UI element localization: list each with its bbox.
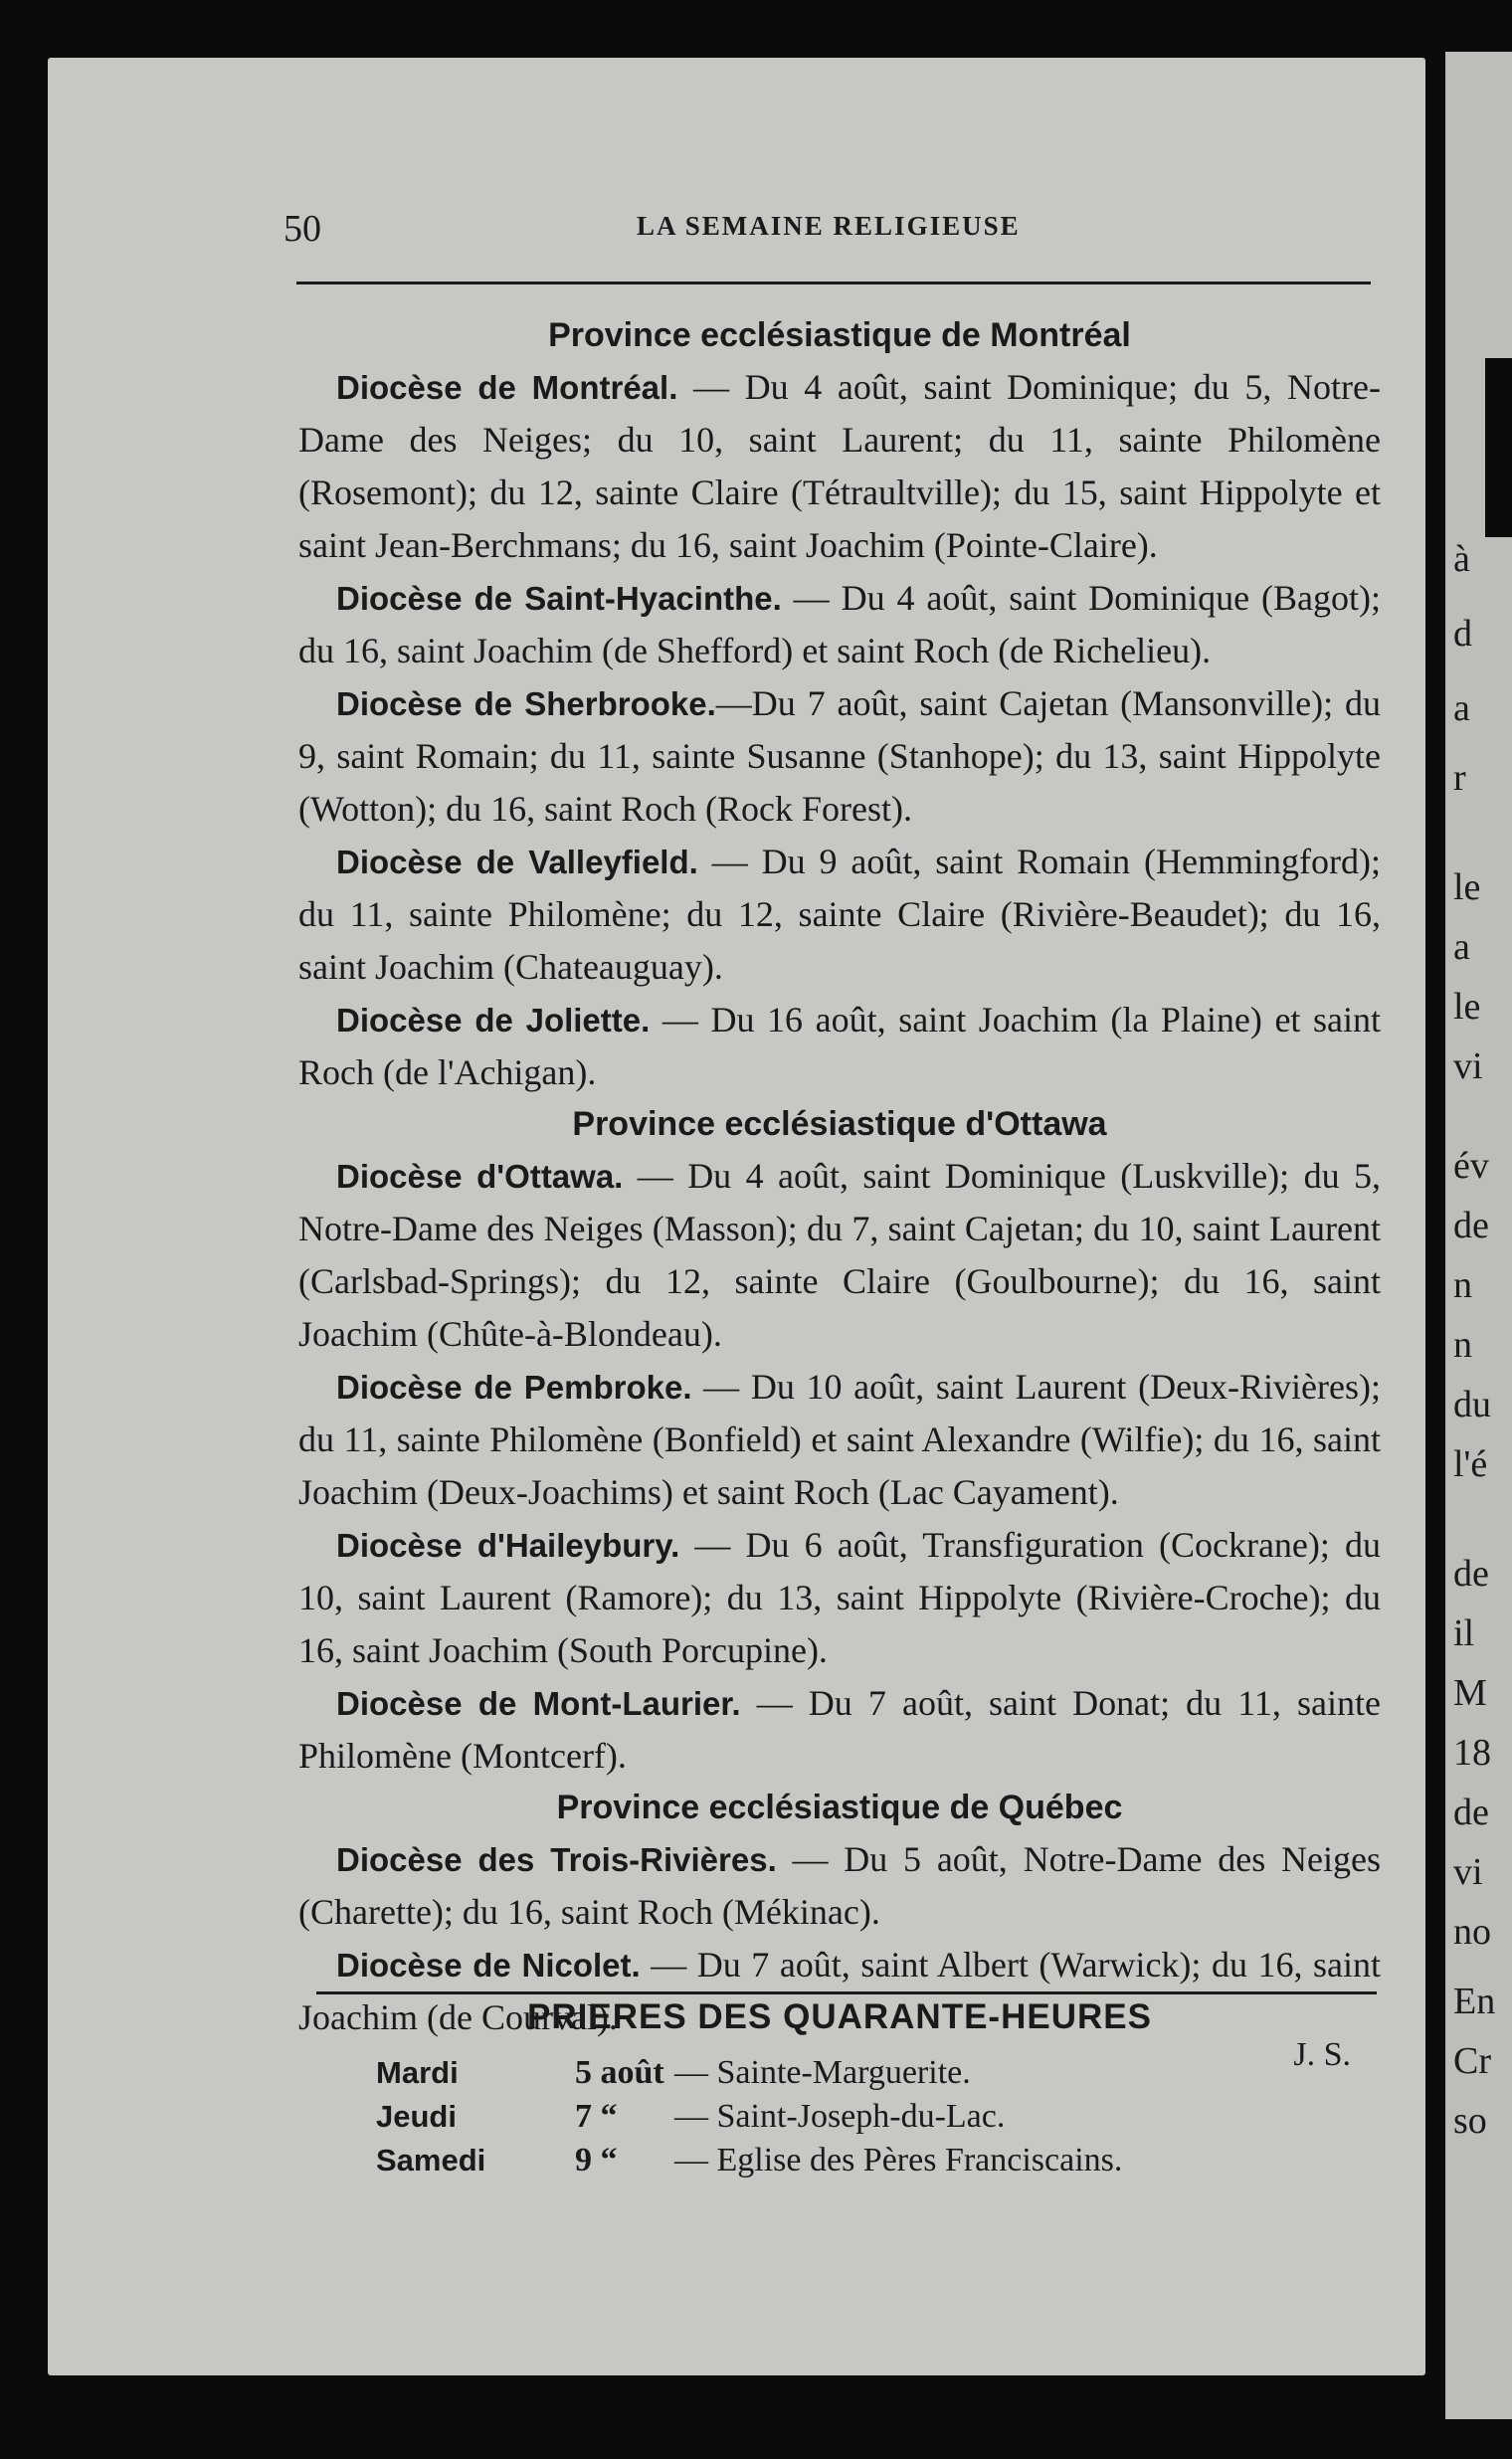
- facing-page-fragment: M: [1453, 1672, 1487, 1714]
- province-title: Province ecclésiastique de Montréal: [548, 316, 1131, 354]
- diocese-feasts: — Du 5 août, Notre-Dame des Neiges (Charette); du 16, saint Roch (Mékinac).: [298, 1839, 1381, 1932]
- facing-page-fragment: de: [1453, 1553, 1489, 1595]
- facing-page-fragment: le: [1453, 866, 1481, 908]
- diocese-name: Diocèse de Valleyfield.: [336, 844, 698, 880]
- prieres-schedule: [376, 2051, 1381, 2182]
- diocese-name: Diocèse des Trois-Rivières.: [336, 1841, 777, 1878]
- facing-page-fragment: d: [1453, 613, 1472, 655]
- diocese-entry: [298, 1519, 1381, 1677]
- diocese-name: Diocèse de Saint-Hyacinthe.: [336, 580, 782, 617]
- schedule-day: Samedi: [376, 2143, 486, 2177]
- diocese-entry: [298, 361, 1381, 572]
- diocese-name: Diocèse d'Ottawa.: [336, 1158, 624, 1195]
- diocese-feasts: — Du 6 août, Transfiguration (Cockrane); du 10, saint Laurent (Ramore); du 13, saint Hippolyte (Rivière-Croche); du 16, saint Joachim (South Porcupine).: [298, 1525, 1381, 1670]
- signature: J. S.: [1293, 2036, 1351, 2073]
- diocese-feasts: — Du 7 août, saint Donat; du 11, sainte Philomène (Montcerf).: [298, 1683, 1381, 1776]
- diocese-feasts: — Du 9 août, saint Romain (Hemmingford); du 11, sainte Philomène; du 12, sainte Claire (Rivière-Beaudet); du 16, saint Joachim (Chateauguay).: [298, 842, 1381, 987]
- facing-page-fragment: du: [1453, 1384, 1491, 1425]
- diocese-entry: [298, 1150, 1381, 1361]
- facing-page-fragment: 18: [1453, 1732, 1491, 1774]
- province-title: Province ecclésiastique de Québec: [556, 1789, 1123, 1826]
- facing-page-fragment: Cr: [1453, 2040, 1491, 2082]
- diocese-name: Diocèse de Montréal.: [336, 369, 678, 406]
- diocese-feasts: — Du 4 août, saint Dominique; du 5, Notre-Dame des Neiges; du 10, saint Laurent; du 11, sainte Philomène (Rosemont); du 12, sainte Claire (Tétraultville); du 15, saint Hippolyte et saint Jean-Berchmans; du 16, saint Joachim (Pointe-Claire).: [298, 367, 1381, 565]
- diocese-entry: [298, 572, 1381, 677]
- diocese-feasts: — Du 7 août, saint Albert (Warwick); du 16, saint Joachim (de Courval).: [298, 1945, 1382, 2037]
- page-tab-shadow: [1485, 358, 1512, 537]
- prieres-block: [298, 1970, 1381, 2182]
- facing-page-fragment: de: [1453, 1205, 1489, 1246]
- diocese-entry: [298, 994, 1381, 1099]
- page-number: 50: [284, 208, 321, 250]
- schedule-church: — Sainte-Marguerite.: [674, 2054, 971, 2091]
- facing-page-fragment: il: [1453, 1612, 1475, 1654]
- schedule-row: [376, 2139, 1381, 2182]
- diocese-name: Diocèse d'Haileybury.: [336, 1527, 680, 1564]
- facing-page-fragment: a: [1453, 687, 1470, 729]
- diocese-name: Diocèse de Nicolet.: [336, 1947, 641, 1984]
- province-title: Province ecclésiastique d'Ottawa: [572, 1105, 1107, 1143]
- facing-page-fragment: vi: [1453, 1851, 1483, 1893]
- diocese-name: Diocèse de Pembroke.: [336, 1369, 692, 1406]
- page-header: [239, 199, 1383, 259]
- facing-page-fragment: no: [1453, 1911, 1491, 1953]
- schedule-church: — Eglise des Pères Franciscains.: [674, 2142, 1123, 2178]
- diocese-entry: [298, 677, 1381, 836]
- province-sections: [298, 316, 1381, 2044]
- facing-page-fragment: à: [1453, 538, 1470, 580]
- schedule-day: Mardi: [376, 2055, 459, 2090]
- facing-page-fragment: le: [1453, 986, 1481, 1028]
- diocese-name: Diocèse de Joliette.: [336, 1002, 651, 1039]
- diocese-name: Diocèse de Sherbrooke.: [336, 685, 716, 722]
- diocese-entry: [298, 1833, 1381, 1939]
- diocese-feasts: —Du 7 août, saint Cajetan (Mansonville); du 9, saint Romain; du 11, sainte Susanne (Stanhope); du 13, saint Hippolyte (Wotton); du 16, saint Roch (Rock Forest).: [298, 683, 1381, 829]
- diocese-entry: [298, 1361, 1381, 1519]
- diocese-entry: [298, 1677, 1381, 1783]
- diocese-name: Diocèse de Mont-Laurier.: [336, 1685, 741, 1722]
- facing-page-fragment: év: [1453, 1145, 1489, 1187]
- schedule-date: 9 “: [575, 2142, 618, 2178]
- facing-page-fragment: vi: [1453, 1045, 1483, 1087]
- facing-page-fragment: l'é: [1453, 1443, 1488, 1485]
- facing-page-fragment: so: [1453, 2100, 1487, 2142]
- facing-page-fragment: n: [1453, 1324, 1472, 1366]
- diocese-entry: [298, 836, 1381, 994]
- facing-page-fragment: n: [1453, 1264, 1472, 1306]
- schedule-row: [376, 2095, 1381, 2139]
- prieres-title: PRIERES DES QUARANTE-HEURES: [527, 1997, 1152, 2036]
- facing-page-fragment: r: [1453, 757, 1466, 799]
- diocese-feasts: — Du 16 août, saint Joachim (la Plaine) et saint Roch (de l'Achigan).: [298, 1000, 1381, 1092]
- diocese-feasts: — Du 4 août, saint Dominique (Luskville); du 5, Notre-Dame des Neiges (Masson); du 7, saint Cajetan; du 10, saint Laurent (Carlsbad-Springs); du 12, sainte Claire (Goulbourne); du 16, saint Joachim (Chûte-à-Blondeau).: [298, 1156, 1382, 1354]
- article-body: [298, 310, 1381, 2074]
- facing-page-fragment: En: [1453, 1981, 1496, 2022]
- diocese-feasts: — Du 4 août, saint Dominique (Bagot); du 16, saint Joachim (de Shefford) et saint Roch (de Richelieu).: [298, 578, 1381, 670]
- running-title: LA SEMAINE RELIGIEUSE: [637, 211, 1021, 241]
- schedule-date: 5 août: [575, 2054, 664, 2091]
- facing-page-fragment: a: [1453, 926, 1470, 968]
- schedule-day: Jeudi: [376, 2099, 457, 2134]
- facing-page-fragment: de: [1453, 1792, 1489, 1833]
- diocese-feasts: — Du 10 août, saint Laurent (Deux-Rivières); du 11, sainte Philomène (Bonfield) et saint Alexandre (Wilfie); du 16, saint Joachim (Deux-Joachims) et saint Roch (Lac Cayament).: [298, 1367, 1382, 1512]
- schedule-church: — Saint-Joseph-du-Lac.: [674, 2098, 1006, 2135]
- header-rule: [296, 282, 1371, 284]
- schedule-date: 7 “: [575, 2098, 618, 2135]
- schedule-row: [376, 2051, 1381, 2095]
